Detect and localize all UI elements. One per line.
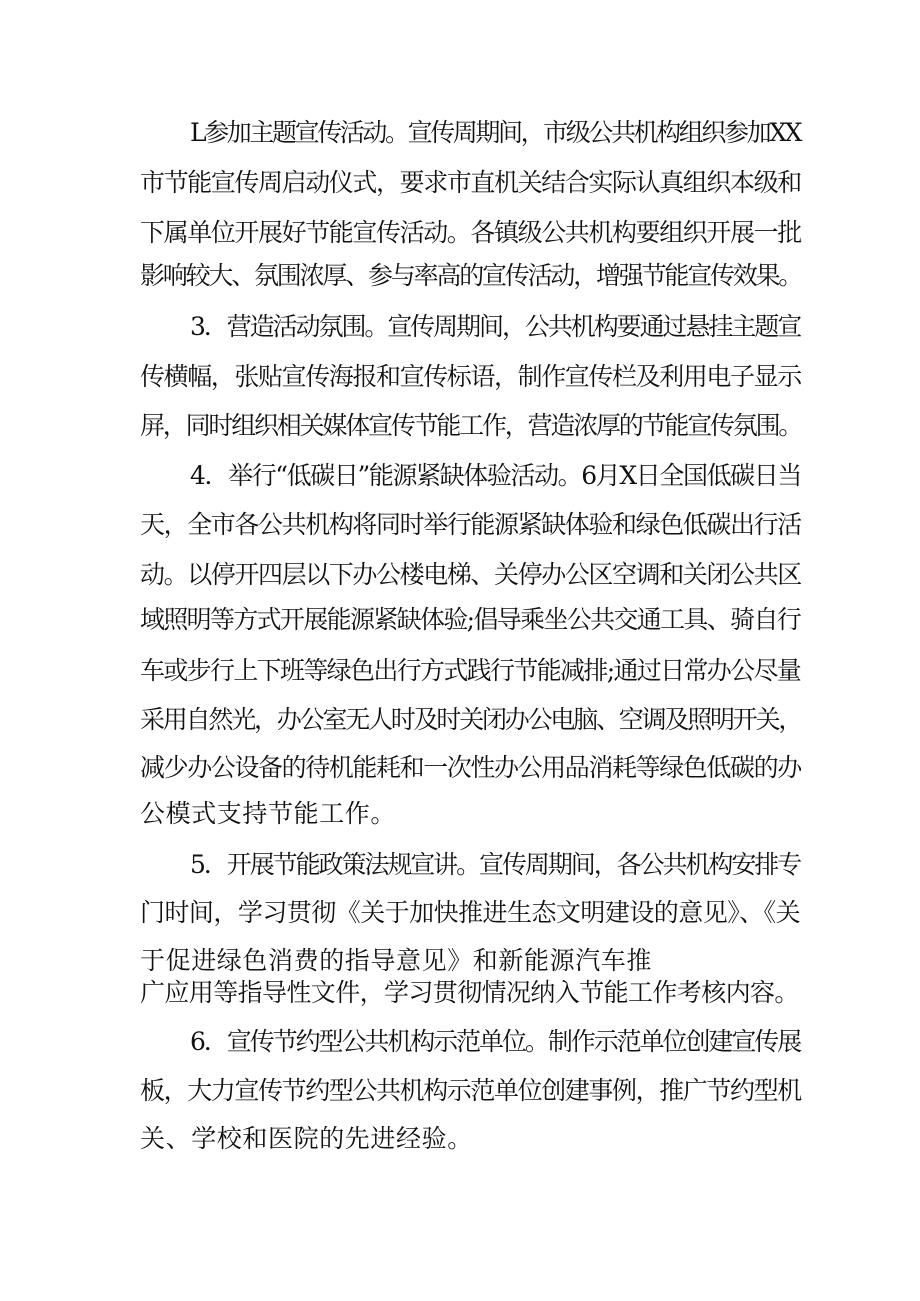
paragraph-4-line-5: 车或步行上下班等绿色出行方式践行节能减排;通过日常办公尽量: [140, 656, 800, 685]
paragraph-4-line-3: 动。以停开四层以下办公楼电梯、关停办公区空调和关闭公共区: [140, 560, 801, 589]
paragraph-5-line-4: 广应用等指导性文件，学习贯彻情况纳入节能工作考核内容。: [140, 978, 799, 1007]
paragraph-6-line-3: 关、学校和医院的先进经验。: [140, 1124, 473, 1153]
paragraph-2-line-2: 市节能宣传周启动仪式，要求市直机关结合实际认真组织本级和: [140, 168, 801, 197]
paragraph-4-line-4: 域照明等方式开展能源紧缺体验;倡导乘坐公共交通工具、骑自行: [140, 605, 800, 634]
paragraph-2-line-1: L参加主题宣传活动。宣传周期间，市级公共机构组织参加XX: [190, 118, 800, 147]
paragraph-5-line-1: 5．开展节能政策法规宣讲。宣传周期间，各公共机构安排专: [190, 850, 800, 879]
paragraph-2-line-3: 下属单位开展好节能宣传活动。各镇级公共机构要组织开展一批: [140, 218, 801, 247]
paragraph-3-line-1: 3．营造活动氛围。宣传周期间，公共机构要通过悬挂主题宣: [190, 312, 800, 341]
paragraph-4-line-6: 采用自然光，办公室无人时及时关闭办公电脑、空调及照明开关，: [140, 705, 802, 734]
paragraph-3-line-2: 传横幅，张贴宣传海报和宣传标语，制作宣传栏及利用电子显示: [140, 362, 801, 391]
paragraph-6-line-2: 板，大力宣传节约型公共机构示范单位创建事例，推广节约型机: [140, 1076, 801, 1105]
paragraph-6-line-1: 6．宣传节约型公共机构示范单位。制作示范单位创建宣传展: [190, 1027, 800, 1056]
paragraph-2-line-4: 影响较大、氛围浓厚、参与率高的宣传活动，增强节能宣传效果。: [140, 261, 802, 290]
paragraph-5-line-2: 门时间，学习贯彻《关于加快推进生态文明建设的意见》、《关: [140, 898, 800, 927]
paragraph-4-line-1: 4．举行“低碳日”能源紧缺体验活动。6月X日全国低碳日当: [190, 461, 801, 490]
paragraph-4-line-7: 减少办公设备的待机能耗和一次性办公用品消耗等绿色低碳的办: [140, 753, 801, 782]
paragraph-3-line-3: 屏，同时组织相关媒体宣传节能工作，营造浓厚的节能宣传氛围。: [140, 411, 802, 440]
paragraph-4-line-8: 公模式支持节能工作。: [140, 799, 397, 828]
paragraph-4-line-2: 天，全市各公共机构将同时举行能源紧缺体验和绿色低碳出行活: [140, 510, 801, 539]
paragraph-5-line-3: 于促进绿色消费的指导意见》和新能源汽车推: [140, 946, 653, 975]
